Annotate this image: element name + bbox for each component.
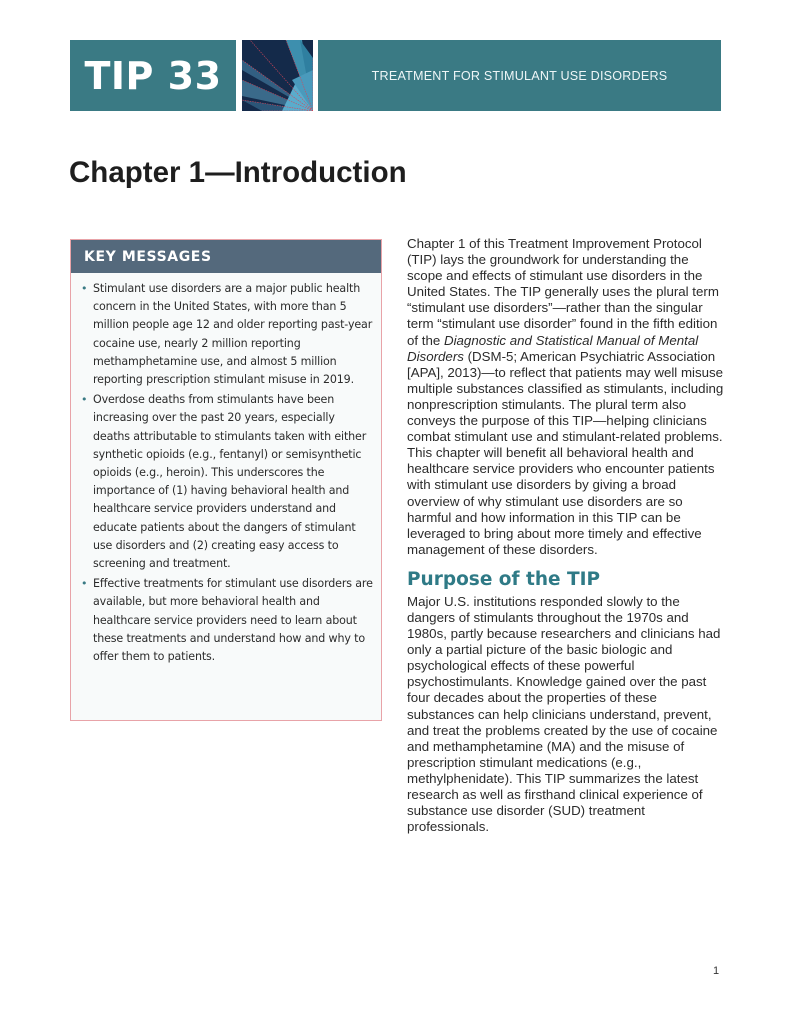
key-message-text: Effective treatments for stimulant use disorders are available, but more behavioral health and healthcare service providers need to learn about these treatments and understand how and why to offer them to patients. <box>93 577 373 664</box>
key-messages-heading: KEY MESSAGES <box>84 248 212 265</box>
tip-number-banner <box>70 40 236 111</box>
purpose-paragraph: Major U.S. institutions responded slowly to the dangers of stimulants throughout the 1970s and 1980s, partly because researchers and clinicians had only a partial picture of the basic biologic and psychological effects of these powerful psychostimulants. Knowledge gained over the past four decades about the properties of these substances can help clinicians understand, prevent, and treat the problems created by the use of cocaine and methamphetamine (MA) and the misuse of prescription stimulant medications (e.g., methylphenidate). This TIP summarizes the latest research as well as firsthand clinical experience of substance use disorder (SUD) treatment professionals. <box>407 593 721 835</box>
key-messages-header <box>71 240 381 273</box>
main-text-column <box>407 236 725 835</box>
key-messages-box <box>70 239 382 721</box>
chapter-title: Chapter 1—Introduction <box>69 156 407 189</box>
intro-text-part1: Chapter 1 of this Treatment Improvement Protocol (TIP) lays the groundwork for understanding the scope and effects of stimulant use disorders in the United States. The TIP generally uses the plural term “stimulant use disorders”—rather than the singular term “stimulant use disorder” found in the fifth edition of the <box>407 236 719 348</box>
bullet-icon: • <box>81 393 88 407</box>
series-title: TREATMENT FOR STIMULANT USE DISORDERS <box>371 68 668 83</box>
purpose-heading: Purpose of the TIP <box>407 568 601 590</box>
decorative-starburst-graphic <box>242 40 313 111</box>
bullet-icon: • <box>81 282 88 295</box>
key-message-text: Stimulant use disorders are a major public health concern in the United States, with more than 5 million people age 12 and older reporting past-year cocaine use, nearly 2 million reporting methamphetamine use, and almost 5 million reporting prescription stimulant misuse in 2019. <box>93 282 373 387</box>
dsm-title-italic: Diagnostic and Statistical Manual of Mental Disorders <box>407 332 699 364</box>
key-message-item <box>81 280 373 389</box>
intro-paragraph <box>407 236 725 558</box>
tip-label: TIP 33 <box>84 53 222 98</box>
series-title-banner <box>318 40 721 111</box>
key-message-item <box>81 391 373 573</box>
page-number: 1 <box>713 965 720 977</box>
key-messages-list <box>71 273 381 666</box>
bullet-icon: • <box>81 577 88 591</box>
intro-text-part2: (DSM-5; American Psychiatric Association [APA], 2013)—to reflect that patients may well misuse multiple substances classified as stimulants, including nonprescription stimulants. The plural term also conveys the purpose of this TIP—helping clinicians combat stimulant use and stimulant-related problems. This chapter will benefit all behavioral health and healthcare service providers who encounter patients with stimulant use disorders by giving a broad overview of why stimulant use disorders are so harmful and how information in this TIP can be leveraged to bring about more timely and effective management of these disorders. <box>407 348 724 557</box>
key-message-text: Overdose deaths from stimulants have been increasing over the past 20 years, especially deaths attributable to stimulants taken with either synthetic opioids (e.g., fentanyl) or semisynthetic opioids (e.g., heroin). This underscores the importance of (1) having behavioral health and healthcare service providers understand and educate patients about the dangers of stimulant use disorders and (2) creating easy access to screening and treatment. <box>93 393 367 571</box>
key-message-item <box>81 575 373 666</box>
